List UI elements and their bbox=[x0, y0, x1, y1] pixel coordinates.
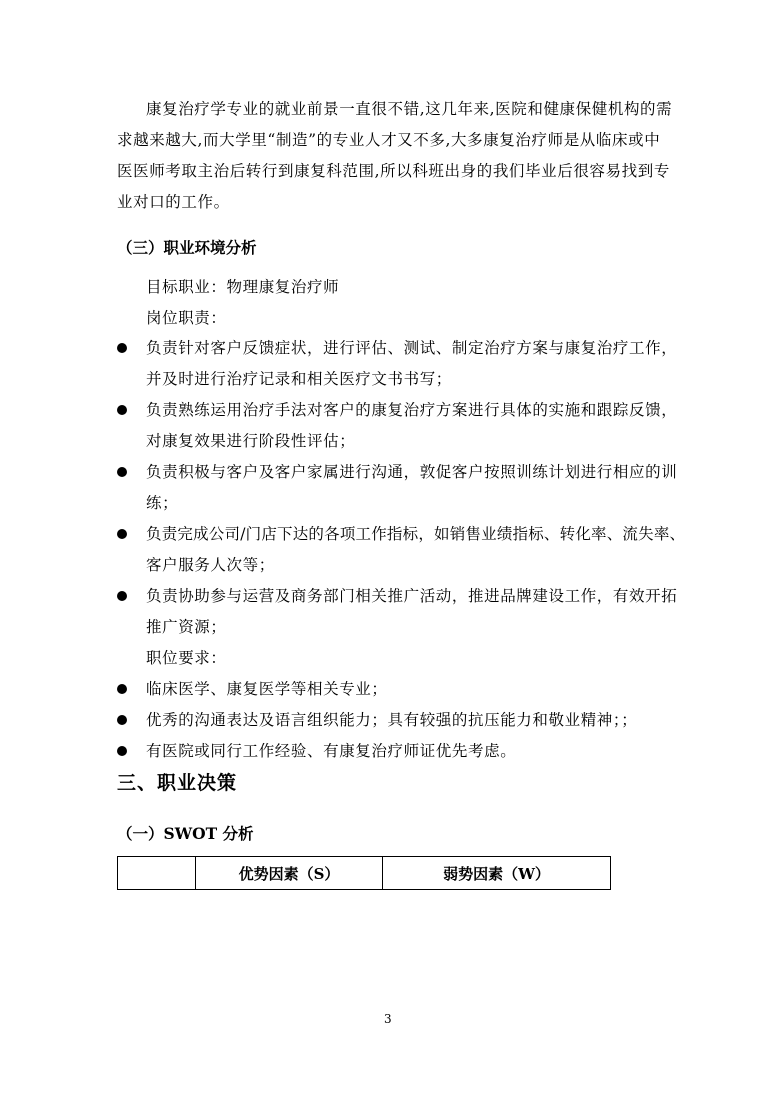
bullet-icon bbox=[117, 467, 127, 477]
duty-5-line-2: 推广资源； bbox=[146, 618, 227, 636]
bullet-icon bbox=[117, 684, 127, 694]
table-header-cell-empty bbox=[118, 857, 196, 890]
duties-label: 岗位职责： bbox=[146, 309, 227, 327]
duty-4-line-1: 负责完成公司/门店下达的各项工作指标，如销售业绩指标、转化率、流失率、 bbox=[146, 525, 686, 543]
chapter-heading-career-decision: 三、职业决策 bbox=[117, 772, 238, 794]
bullet-icon bbox=[117, 715, 127, 725]
duty-3-line-1: 负责积极与客户及客户家属进行沟通，敦促客户按照训练计划进行相应的训 bbox=[146, 463, 678, 481]
section-heading-career-environment: （三）职业环境分析 bbox=[117, 238, 257, 257]
requirement-2: 优秀的沟通表达及语言组织能力；具有较强的抗压能力和敬业精神；； bbox=[146, 711, 638, 729]
duty-2-line-2: 对康复效果进行阶段性评估； bbox=[146, 432, 356, 450]
duty-4-line-2: 客户服务人次等； bbox=[146, 556, 275, 574]
swot-table bbox=[117, 856, 611, 890]
bullet-icon bbox=[117, 746, 127, 756]
duty-5-line-1: 负责协助参与运营及商务部门相关推广活动，推进品牌建设工作，有效开拓 bbox=[146, 587, 678, 605]
bullet-icon bbox=[117, 591, 127, 601]
duty-1-line-1: 负责针对客户反馈症状，进行评估、测试、制定治疗方案与康复治疗工作， bbox=[146, 339, 678, 357]
requirements-label: 职位要求： bbox=[146, 649, 227, 667]
target-job: 目标职业：物理康复治疗师 bbox=[146, 278, 340, 296]
duty-1-line-2: 并及时进行治疗记录和相关医疗文书书写； bbox=[146, 370, 452, 388]
bullet-icon bbox=[117, 529, 127, 539]
table-header-weaknesses: 弱势因素（W） bbox=[383, 857, 611, 890]
requirement-3: 有医院或同行工作经验、有康复治疗师证优先考虑。 bbox=[146, 742, 517, 760]
swot-heading: （一）SWOT 分析 bbox=[117, 824, 254, 843]
duty-3-line-2: 练； bbox=[146, 494, 179, 512]
table-row bbox=[118, 857, 611, 890]
page-number: 3 bbox=[384, 1012, 392, 1026]
intro-line-4: 业对口的工作。 bbox=[117, 193, 230, 211]
duty-2-line-1: 负责熟练运用治疗手法对客户的康复治疗方案进行具体的实施和跟踪反馈， bbox=[146, 401, 678, 419]
bullet-icon bbox=[117, 405, 127, 415]
table-header-strengths: 优势因素（S） bbox=[196, 857, 383, 890]
bullet-icon bbox=[117, 343, 127, 353]
intro-line-3: 医医师考取主治后转行到康复科范围,所以科班出身的我们毕业后很容易找到专 bbox=[117, 162, 670, 180]
requirement-1: 临床医学、康复医学等相关专业； bbox=[146, 680, 388, 698]
intro-line-2: 求越来越大,而大学里“制造”的专业人才又不多,大多康复治疗师是从临床或中 bbox=[117, 131, 661, 149]
intro-line-1: 康复治疗学专业的就业前景一直很不错,这几年来,医院和健康保健机构的需 bbox=[146, 100, 673, 118]
